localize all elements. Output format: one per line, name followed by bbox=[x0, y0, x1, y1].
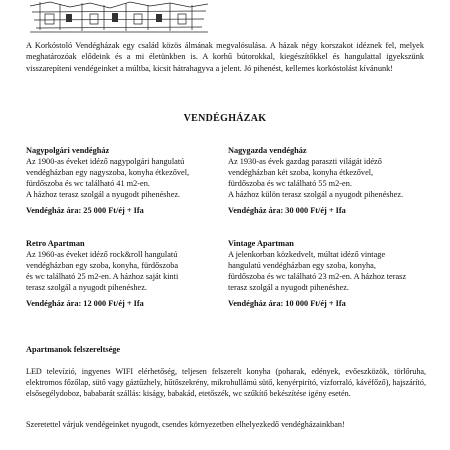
description-line: hangulatú vendégházban egy szoba, konyha, bbox=[228, 260, 376, 270]
description-line: vendégházban két szoba, konyha étkezővel, bbox=[228, 167, 374, 177]
house-sketch-illustration bbox=[30, 0, 208, 33]
description-line: terasz szolgál a nyugodt pihenéshez. bbox=[228, 282, 349, 292]
house-price: Vendégház ára: 10 000 Ft/éj + Ifa bbox=[228, 299, 346, 308]
intro-paragraph: A Korkóstoló Vendégházak egy család közös álmának megvalósulása. A házak négy korszakot idéznek fel, melyek meghatározóak elődeink és a mi életünkben is. A korhű bútorokkal, kiegészítőkkel és hangulattal igyekszünk visszarepíteni vendégeinket a múltba, kicsit hátrahagyva a jelent. Jó pihenést, kellemes korkóstolást kívánunk! bbox=[26, 41, 424, 73]
house-card-vintage bbox=[228, 239, 428, 308]
description-line: és wc található 25 m2-en. A házhoz saját kinti bbox=[26, 271, 179, 281]
equipment-heading: Apartmanok felszereltsége bbox=[26, 345, 121, 354]
house-description bbox=[228, 250, 428, 294]
description-line: Az 1960-as éveket idéző rock&roll hangulatú bbox=[26, 249, 178, 259]
house-name: Nagypolgári vendégház bbox=[26, 146, 110, 155]
description-line: A házhoz terasz szolgál a nyugodt pihenéshez. bbox=[26, 189, 181, 199]
house-name: Nagygazda vendégház bbox=[228, 146, 307, 155]
description-line: A házhoz külön terasz szolgál a nyugodt pihenéshez. bbox=[228, 189, 404, 199]
house-card-nagygazda bbox=[228, 146, 428, 215]
house-description bbox=[26, 157, 226, 201]
house-card-nagypolgari bbox=[26, 146, 226, 215]
description-line: A jelenkorban közkedvelt, múltat idéző vintage bbox=[228, 249, 386, 259]
house-name: Vintage Apartman bbox=[228, 239, 294, 248]
house-name: Retro Apartman bbox=[26, 239, 85, 248]
house-price: Vendégház ára: 30 000 Ft/éj + Ifa bbox=[228, 206, 346, 215]
house-card-retro bbox=[26, 239, 226, 308]
house-price: Vendégház ára: 25 000 Ft/éj + Ifa bbox=[26, 206, 144, 215]
description-line: fürdőszoba és wc található 41 m2-en. bbox=[26, 178, 150, 188]
description-line: fürdőszoba és wc található 55 m2-en. bbox=[228, 178, 352, 188]
description-line: vendégházban egy szoba, konyha, fürdőszoba bbox=[26, 260, 179, 270]
house-description bbox=[228, 157, 428, 201]
house-price: Vendégház ára: 12 000 Ft/éj + Ifa bbox=[26, 299, 144, 308]
description-line: Az 1930-as évek gazdag paraszti világát idéző bbox=[228, 156, 382, 166]
closing-sentence: Szeretettel várjuk vendégeinket nyugodt, csendes környezetben elhelyezkedő vendégházainkban! bbox=[26, 420, 345, 429]
section-title: VENDÉGHÁZAK bbox=[183, 113, 267, 124]
description-line: Az 1900-as éveket idéző nagypolgári hangulatú bbox=[26, 156, 185, 166]
description-line: terasz szolgál a nyugodt pihenéshez. bbox=[26, 282, 147, 292]
house-description bbox=[26, 250, 226, 294]
description-line: fürdőszoba és wc található 23 m2-en. A házhoz terasz bbox=[228, 271, 407, 281]
equipment-paragraph: LED televízió, ingyenes WIFI elérhetőség, teljesen felszerelt konyha (poharak, edények, evőeszközök, törlőruha, elektromos főzőlap, sütő vagy gáztűzhely, hűtőszekrény, mikrohullámú sütő, kenyérpirító, vízforraló, kávéfőző), hajszárító, elsősegélydoboz, bababarát szállás: kiságy, babakád, etetőszék, wc szűkítő bekészítése igény esetén. bbox=[26, 367, 426, 398]
description-line: vendégházban egy nagyszoba, konyha étkezővel, bbox=[26, 167, 190, 177]
